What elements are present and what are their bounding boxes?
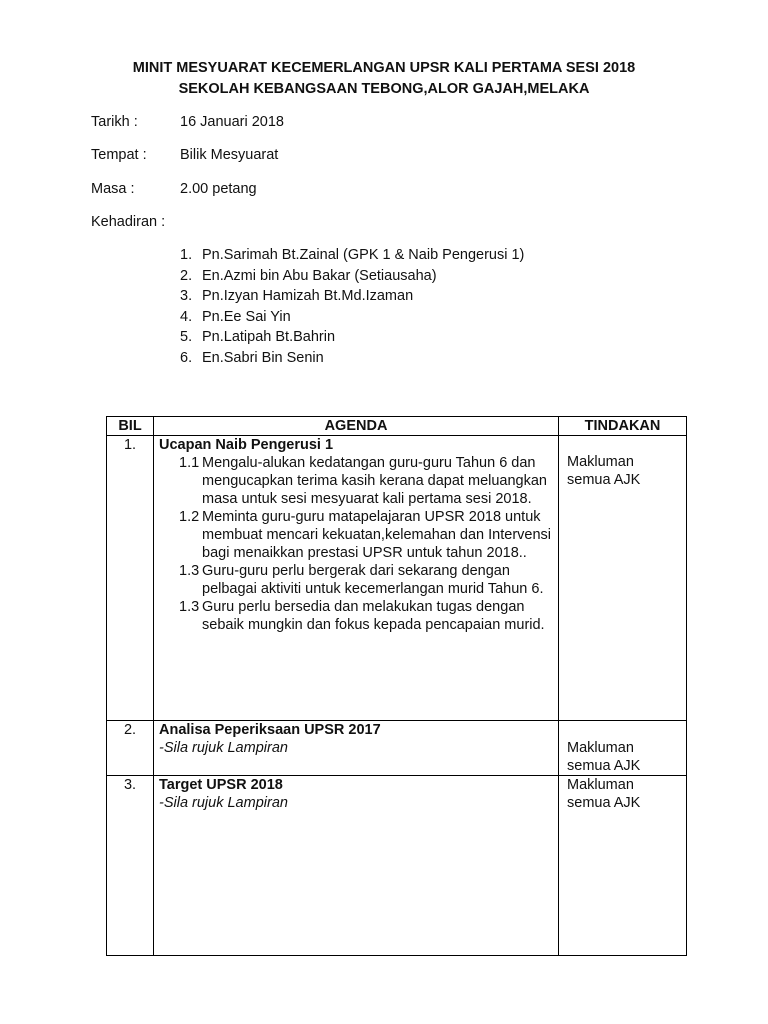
agenda-cell — [154, 776, 559, 956]
row-number: 2. — [107, 721, 154, 776]
attendee-number: 4. — [180, 308, 193, 325]
time-value: 2.00 petang — [180, 181, 257, 197]
agenda-title: Ucapan Naib Pengerusi 1 — [159, 437, 334, 453]
agenda-title: Target UPSR 2018 — [159, 777, 283, 793]
table-row — [107, 436, 687, 721]
agenda-cell — [154, 436, 559, 721]
attendee-name: En.Azmi bin Abu Bakar (Setiausaha) — [202, 267, 437, 284]
row-number: 1. — [107, 436, 154, 721]
agenda-subitem — [154, 598, 558, 634]
subitem-number: 1.1 — [179, 455, 200, 471]
action-cell — [559, 721, 687, 776]
action-text-line2: semua AJK — [567, 472, 641, 488]
attendee-number: 3. — [180, 288, 193, 304]
attendee-item — [180, 266, 524, 287]
action-text-line1: Makluman — [567, 740, 634, 756]
attendee-item — [180, 327, 524, 348]
place-value: Bilik Mesyuarat — [180, 147, 279, 163]
agenda-table — [106, 416, 687, 956]
table-row — [107, 721, 687, 776]
agenda-note: -Sila rujuk Lampiran — [159, 740, 288, 756]
attendance-label: Kehadiran : — [91, 214, 166, 230]
table-header-row — [107, 417, 687, 436]
attendee-item — [180, 286, 524, 307]
table-row — [107, 776, 687, 956]
attendee-item — [180, 245, 524, 266]
agenda-title: Analisa Peperiksaan UPSR 2017 — [159, 722, 381, 738]
document-title-line1: MINIT MESYUARAT KECEMERLANGAN UPSR KALI PERTAMA SESI 2018 — [132, 60, 636, 76]
attendee-number: 5. — [180, 329, 193, 345]
document-title-line2: SEKOLAH KEBANGSAAN TEBONG,ALOR GAJAH,MELAKA — [178, 81, 590, 97]
attendee-name: Pn.Latipah Bt.Bahrin — [202, 329, 336, 345]
action-text-line2: semua AJK — [567, 795, 641, 811]
header-action: TINDAKAN — [559, 417, 687, 436]
action-text-line2: semua AJK — [567, 758, 641, 774]
agenda-cell — [154, 721, 559, 776]
subitem-number: 1.3 — [179, 563, 200, 579]
header-agenda: AGENDA — [154, 417, 559, 436]
place-label: Tempat : — [91, 147, 147, 163]
agenda-subitem — [154, 508, 558, 562]
date-label: Tarikh : — [91, 114, 138, 130]
attendee-list — [180, 245, 524, 368]
agenda-subitem — [154, 562, 558, 598]
subitem-text: Meminta guru-guru matapelajaran UPSR 2018 untuk membuat mencari kekuatan,kelemahan dan Intervensi bagi menaikkan prestasi UPSR untuk tahun 2018.. — [202, 509, 551, 561]
subitem-text: Guru perlu bersedia dan melakukan tugas dengan sebaik mungkin dan fokus kepada pencapaian murid. — [202, 599, 545, 633]
attendee-name: Pn.Sarimah Bt.Zainal (GPK 1 & Naib Pengerusi 1) — [202, 247, 525, 263]
attendee-name: En.Sabri Bin Senin — [202, 349, 324, 366]
attendee-number: 6. — [180, 349, 193, 366]
header-bil: BIL — [107, 417, 154, 436]
agenda-note: -Sila rujuk Lampiran — [159, 795, 288, 811]
action-text-line1: Makluman — [567, 777, 634, 793]
attendee-name: Pn.Ee Sai Yin — [202, 308, 291, 325]
agenda-subitem — [154, 454, 558, 508]
time-label: Masa : — [91, 181, 135, 197]
date-value: 16 Januari 2018 — [180, 114, 284, 130]
attendee-number: 1. — [180, 247, 193, 263]
subitem-number: 1.2 — [179, 509, 200, 525]
row-number: 3. — [107, 776, 154, 956]
attendee-number: 2. — [180, 267, 193, 284]
subitem-number: 1.3 — [179, 599, 200, 615]
action-cell — [559, 776, 687, 956]
action-cell — [559, 436, 687, 721]
attendee-item — [180, 307, 524, 328]
subitem-text: Mengalu-alukan kedatangan guru-guru Tahun 6 dan mengucapkan terima kasih kerana dapat meluangkan masa untuk sesi mesyuarat kali pertama sesi 2018. — [202, 455, 547, 507]
subitem-text: Guru-guru perlu bergerak dari sekarang dengan pelbagai aktiviti untuk kecemerlangan murid Tahun 6. — [202, 563, 544, 597]
attendee-name: Pn.Izyan Hamizah Bt.Md.Izaman — [202, 288, 414, 304]
action-text-line1: Makluman — [567, 454, 634, 470]
attendee-item — [180, 348, 524, 369]
